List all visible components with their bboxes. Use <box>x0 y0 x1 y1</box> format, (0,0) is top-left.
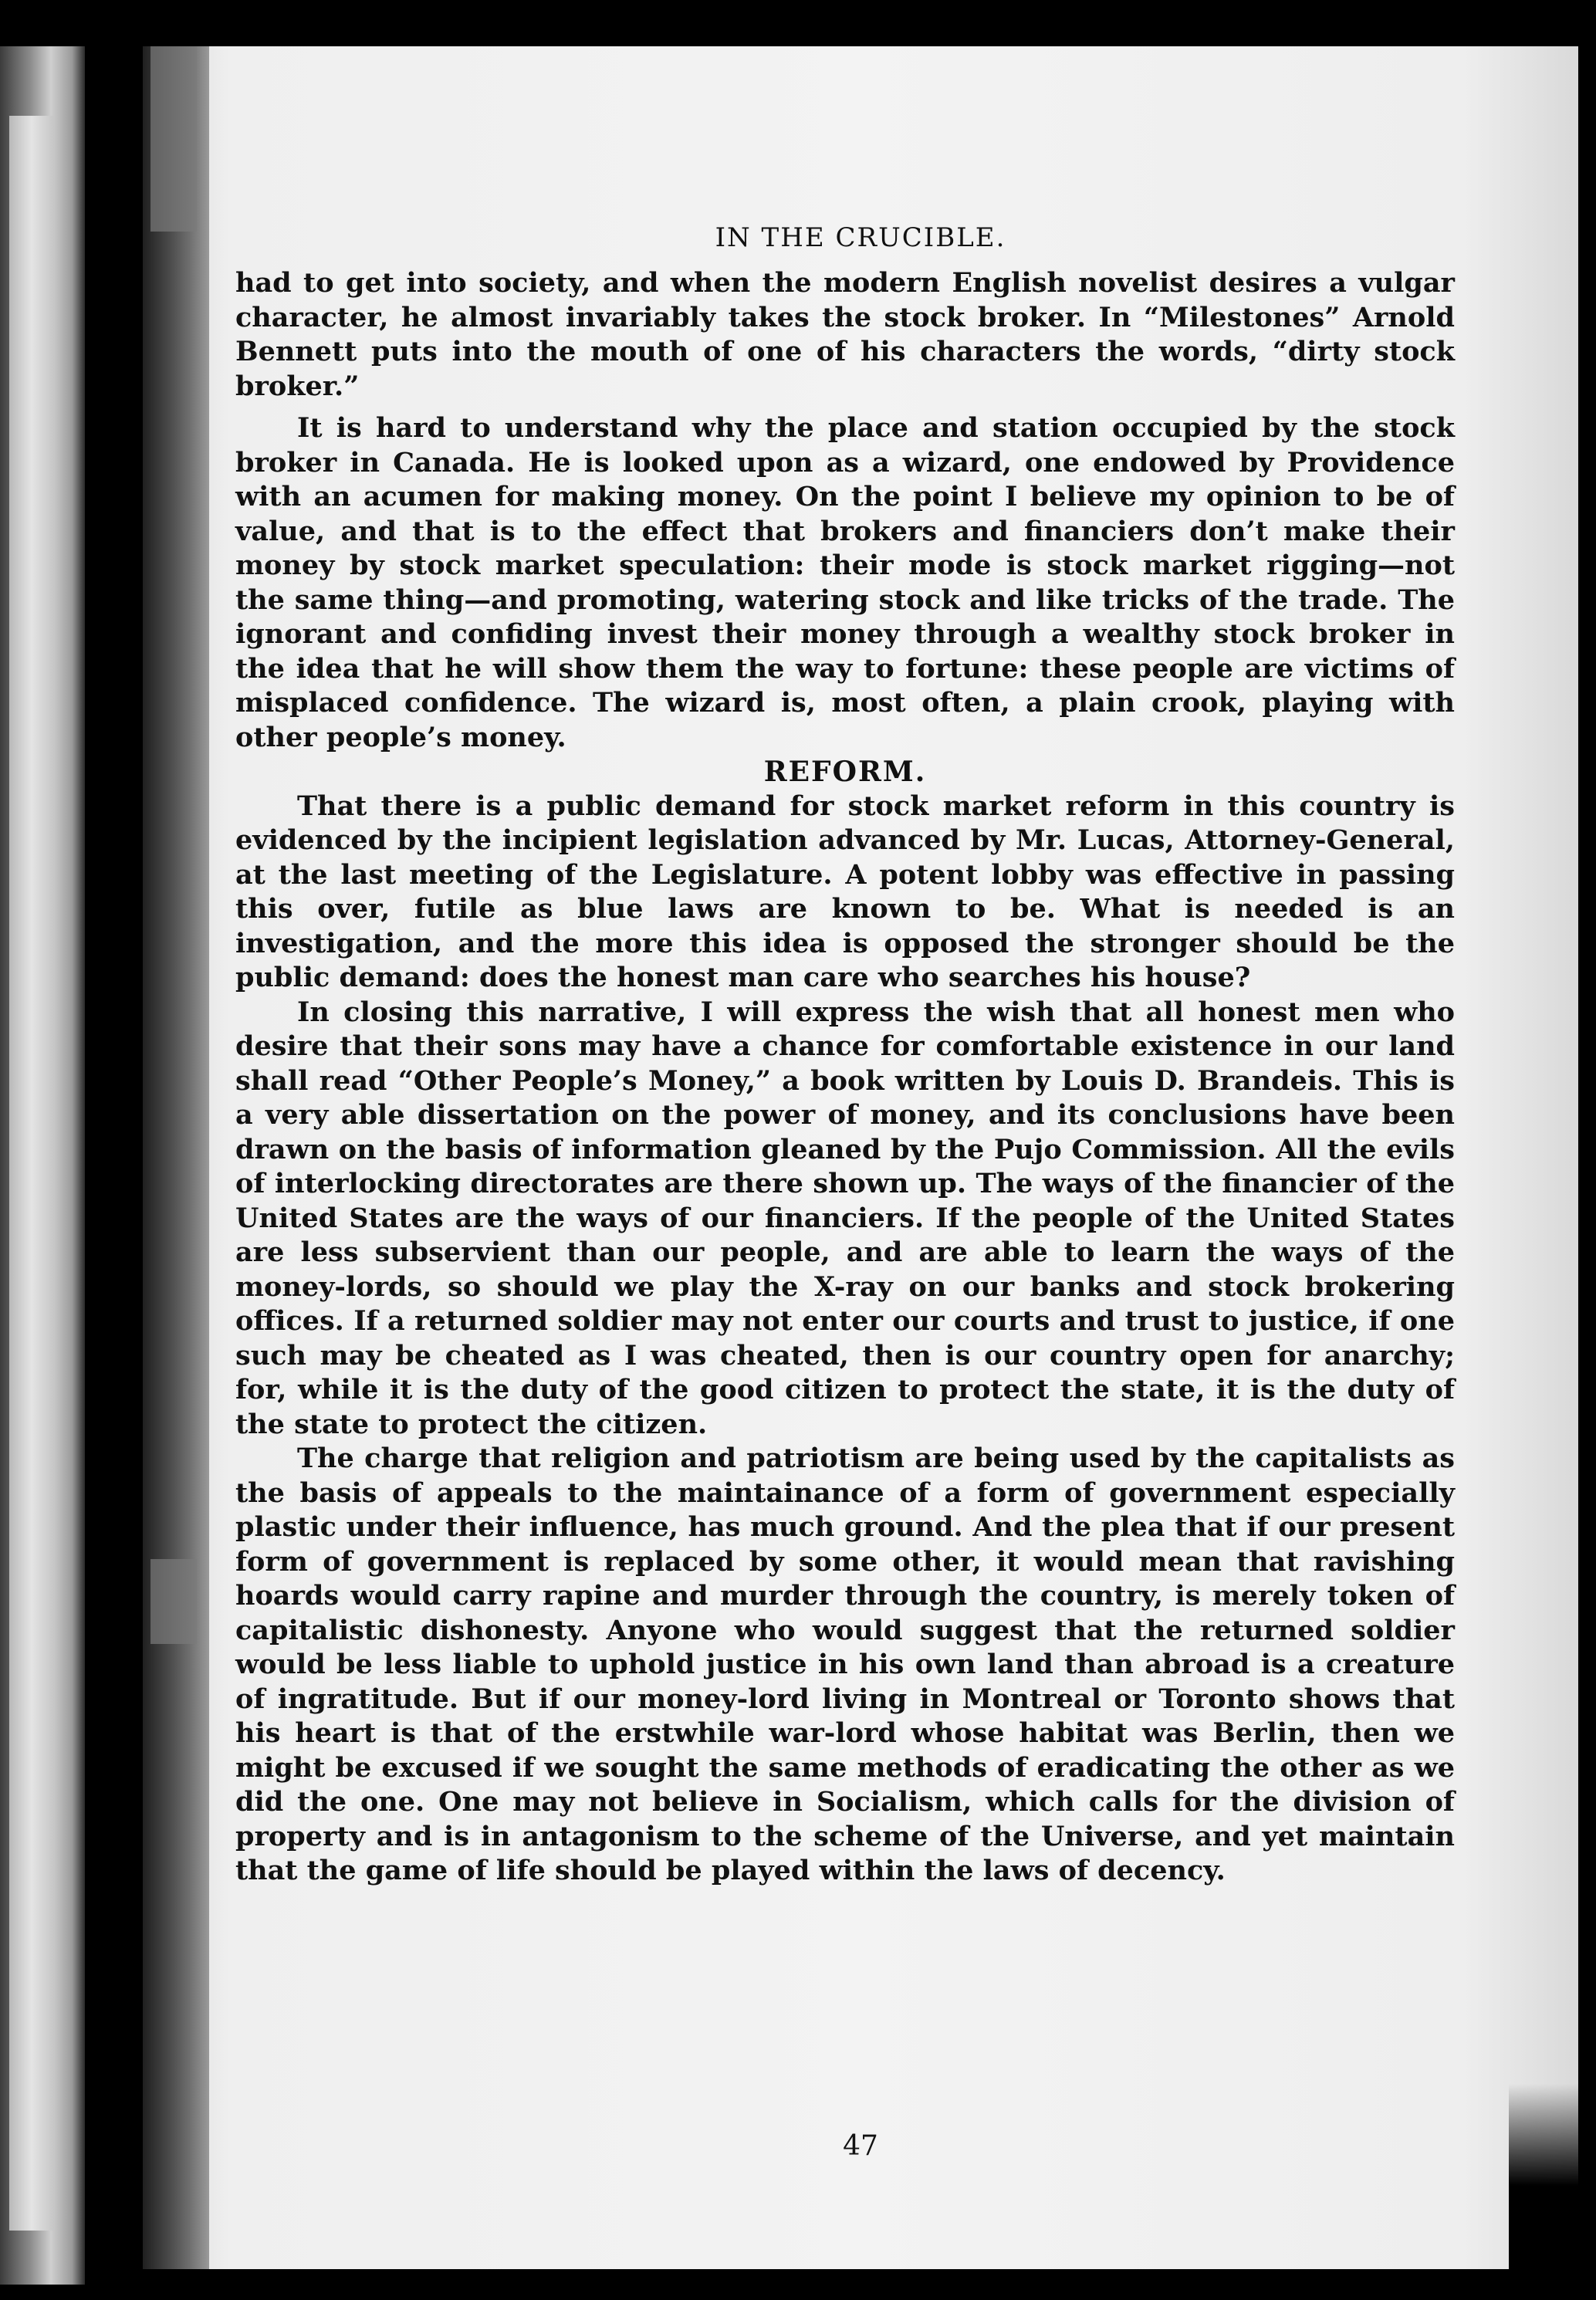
running-head: IN THE CRUCIBLE. <box>715 222 1006 253</box>
binding-stain <box>150 1559 197 1644</box>
book-page <box>143 46 1578 2269</box>
section-heading: REFORM. <box>763 756 927 788</box>
paragraph: In closing this narrative, I will express the wish that all honest men who desire that their sons may have a chance for comfortable existence in our land shall read “Other People’s Money,” a book written by Louis D. Brandeis. This is a very able dissertation on the power of money, and its conclusions have been drawn on the basis of information gleaned by the Pujo Commission. All the evils of interlocking directorates are there shown up. The ways of the financier of the United States are the ways of our financiers. If the people of the United States are less subservient than our people, and are able to learn the ways of the money-lords, so should we play the X-ray on our banks and stock brokering offices. If a returned soldier may not enter our courts and trust to justice, if one such may be cheated as I was cheated, then is our country open for anarchy; for, while it is the duty of the good citizen to protect the state, it is the duty of the state to protect the citizen. <box>235 996 1455 1440</box>
torn-corner <box>1509 2084 1578 2269</box>
page-number: 47 <box>843 2130 878 2162</box>
paragraph: That there is a public demand for stock market reform in this country is evidenced by the incipient legislation advanced by Mr. Lucas, Attorney-General, at the last meeting of the Legislature. A potent lobby was effective in passing this over, futile as blue laws are known to be. What is needed is an investigation, and the more this idea is opposed the stronger should be the public demand: does the honest man care who searches his house? <box>235 790 1455 993</box>
adjacent-page-paper <box>9 116 54 2231</box>
page-body-text <box>235 266 1455 1889</box>
adjacent-page-edge <box>0 46 85 2285</box>
paragraph: The charge that religion and patriotism are being used by the capitalists as the basis of appeals to the maintainance of a form of government especially plastic under their influence, has much ground. And the plea that if our present form of government is replaced by some other, it would mean that ravishing hoards would carry rapine and murder through the country, is merely token of capitalistic dishonesty. Anyone who would suggest that the returned soldier would be less liable to uphold justice in his own land than abroad is a creature of ingratitude. But if our money-lord living in Montreal or Toronto shows that his heart is that of the erstwhile war-lord whose habitat was Berlin, then we might be excused if we sought the same methods of eradicating the other as we did the one. One may not believe in Socialism, which calls for the division of property and is in antagonism to the scheme of the Universe, and yet maintain that the game of life should be played within the laws of decency. <box>235 1443 1455 1886</box>
paragraph: It is hard to understand why the place and station occupied by the stock broker in Canada. He is looked upon as a wizard, one endowed by Providence with an acumen for making money. On the point I believe my opinion to be of value, and that is to the effect that brokers and financiers don’t make their money by stock market speculation: their mode is stock market rigging—not the same thing—and promoting, watering stock and like tricks of the trade. The ignorant and confiding invest their money through a wealthy stock broker in the idea that he will show them the way to fortune: these people are victims of misplaced confidence. The wizard is, most often, a plain crook, playing with other people’s money. <box>235 412 1455 753</box>
paragraph: had to get into society, and when the modern English novelist desires a vulgar character, he almost invariably takes the stock broker. In “Milestones” Arnold Bennett puts into the mouth of one of his characters the words, “dirty stock broker.” <box>235 267 1455 402</box>
binding-stain <box>150 46 197 232</box>
page-binding-shadow <box>143 46 209 2269</box>
